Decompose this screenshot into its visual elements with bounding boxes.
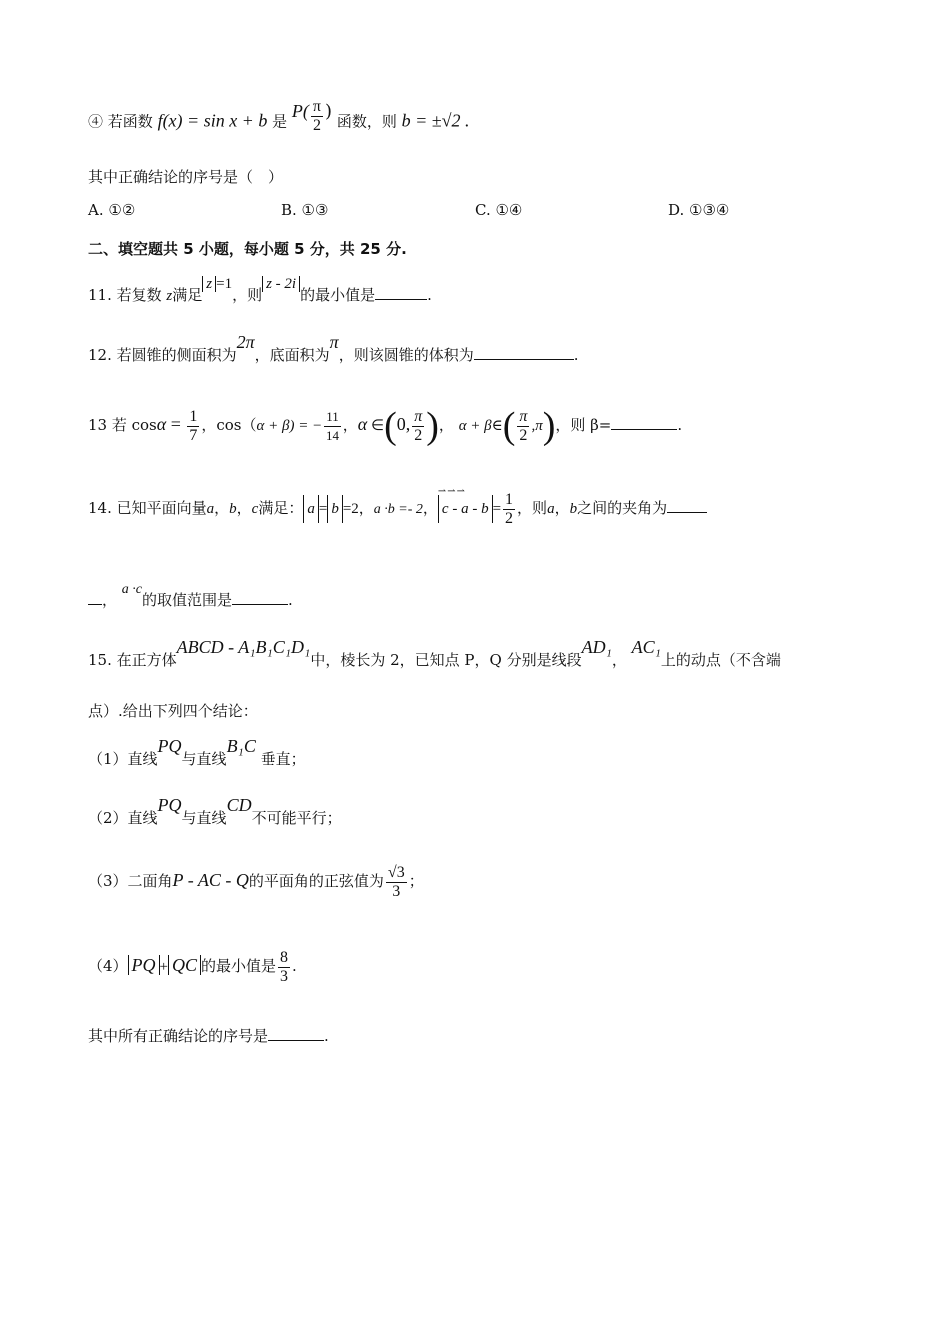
frac-den: 7 [189, 426, 198, 444]
q15-ad1: AD₁ [581, 637, 612, 657]
q13-paren-open2: ( [502, 405, 516, 447]
frac-den: 2 [519, 426, 528, 444]
q11-abs-expr: z - 2i [262, 276, 300, 292]
q11-satisfy: 满足 [172, 286, 203, 304]
q15-s4-abs-qc: QC [168, 955, 201, 975]
q15-prompt-text: 其中所有正确结论的序号是 [88, 1027, 269, 1045]
q13-pi-end: ,π [531, 418, 543, 434]
q11-tail: 的最小值是 [300, 286, 376, 304]
q14-satisfy: 满足： [258, 499, 304, 517]
frac-den: 14 [326, 427, 339, 443]
q13-alpha-beta: α + β) = − [256, 418, 323, 434]
q15-s3-frac [386, 864, 407, 901]
q15-s4-plus: + [159, 959, 169, 975]
q13-alpha2: α [357, 414, 368, 434]
q13-tail: ，则 β= [555, 416, 612, 434]
q10-option-a: A. ①② [88, 201, 136, 219]
q13-eq: = [166, 414, 186, 434]
q10-item4-close: ) [325, 100, 333, 122]
q11-prefix: 11. 若复数 [88, 286, 162, 304]
q15-prompt: 其中所有正确结论的序号是 . [88, 1027, 329, 1045]
q14-sep3: ， [358, 499, 374, 517]
q10-option-b: B. ①③ [281, 201, 329, 219]
q15-statement4 [88, 943, 297, 989]
q14-frac [503, 491, 515, 528]
q13-frac2 [324, 408, 341, 445]
frac-num: √3 [387, 863, 405, 881]
frac-num: 1 [189, 407, 198, 425]
q14-eq: = [492, 501, 502, 517]
q15-s1-prefix: （1）直线 [88, 750, 158, 768]
q13-comma2: ， [438, 416, 454, 434]
q15-s1-pq: PQ [157, 736, 182, 756]
q15-statement1 [88, 736, 306, 770]
q12-answer-blank[interactable] [474, 345, 574, 360]
q14-line2: ， a ·c的取值范围是 . [88, 589, 293, 613]
q12-tail: ，则该圆锥的体积为 [338, 346, 474, 364]
section2-title: 二、填空题共 5 小题，每小题 5 分，共 25 分. [88, 240, 407, 258]
q14-range: 的取值范围是 [142, 591, 233, 609]
q15-s3-tail: ； [408, 872, 424, 890]
q10-item4-prefix: ④ 若函数 [88, 112, 153, 131]
q15-ac1: AC₁ [631, 637, 661, 657]
q13-paren-close2: ) [542, 405, 556, 447]
q15-comma: ， [611, 651, 627, 669]
q10-item4-point: P( [291, 100, 309, 121]
q10-item4 [88, 98, 470, 141]
q15-s3-mid: 的平面角的正弦值为 [248, 872, 384, 890]
q13-paren-close: ) [426, 405, 439, 447]
frac-num: π [414, 407, 423, 425]
q14-sep: ， [214, 499, 230, 517]
q13-cos-sum: ，cos（ [201, 416, 257, 434]
q14-abs-b: b [327, 495, 343, 523]
q11: 11. 若复数 z满足z =1，则z - 2i的最小值是 . [88, 276, 432, 304]
q14-sep2: ， [236, 499, 252, 517]
frac-num: π [312, 98, 321, 115]
q14-a-dot-c: a ·c [121, 582, 143, 597]
q15-line2: 点）.给出下列四个结论： [88, 702, 258, 720]
q15-mid: 中，棱长为 2，已知点 P，Q 分别是线段 [310, 651, 582, 669]
q13-frac4 [517, 408, 529, 445]
q12-prefix: 12. 若圆锥的侧面积为 [88, 346, 237, 364]
q15-s2-with: 与直线 [181, 809, 227, 827]
q13-alpha: α [156, 414, 167, 434]
frac-den: 2 [505, 509, 514, 527]
q13-prefix: 13 若 cos [88, 416, 157, 434]
q10-item4-result: b = ±√2 . [401, 110, 470, 131]
q15-cube: ABCD - A₁B₁C₁D₁ [176, 637, 311, 657]
q15-statement2 [88, 795, 342, 829]
frac-den: 2 [414, 426, 423, 444]
q13-paren-open: ( [384, 405, 397, 447]
q13-sum-in: α + β∈ [458, 418, 503, 434]
frac-num: 8 [280, 948, 289, 966]
q14-eq-two: =2 [342, 501, 359, 517]
q15-prefix: 15. 在正方体 [88, 651, 177, 669]
q15-s4-tail: . [292, 957, 297, 975]
q12-base-area: π [329, 332, 339, 352]
q14-vec-a2: a [547, 501, 555, 517]
q15-s4-abs-pq: PQ [128, 955, 160, 975]
q14-sep5: ， [554, 499, 570, 517]
q15-s2-cd: CD [226, 795, 252, 815]
q11-answer-blank[interactable] [375, 285, 427, 300]
q14-vec-c: c [251, 501, 259, 517]
q10-item4-frac [311, 98, 323, 135]
frac-num: 11 [324, 408, 341, 427]
q14-answer-blank1-cont[interactable] [88, 590, 102, 605]
q14-vec-b: b [229, 501, 237, 517]
q11-then: ，则 [232, 286, 263, 304]
q14-answer-blank2[interactable] [232, 590, 288, 605]
q13: 13 若 cosα = $\frac{1}{7}$ ，cos（α + β) = − $\frac{11}{14}$ ，α ∈(0, $\frac{\pi}{2}$ )， α + β∈( $\frac{\pi}{2}$ ,π)，则 β= . [88, 405, 683, 447]
q15-s4-frac [278, 949, 290, 986]
q15-s1-with: 与直线 [181, 750, 227, 768]
q10-option-d: D. ①③④ [668, 201, 730, 219]
frac-num: π [519, 407, 528, 425]
q15-answer-blank[interactable] [268, 1026, 324, 1041]
q14-dot-product: a ·b =- 2 [373, 502, 423, 517]
frac-den: 3 [392, 882, 401, 900]
q15-s1-tail: 垂直； [260, 750, 306, 768]
q11-abs-z: z [202, 276, 216, 292]
q14-abs-a: a [303, 495, 319, 523]
q13-zero: 0, [396, 414, 411, 434]
q14-between: 之间的夹角为 [577, 499, 668, 517]
q14: 14. 已知平面向量a，b，c满足： a = b =2，a ·b =- 2， ⇀⇀⇀ c - a - b = $\frac{1}{2}$ ，则a，b之间的夹角为 [88, 486, 707, 532]
q12-lateral-area: 2π [236, 332, 255, 352]
q14-abs-expr: c - a - b [438, 495, 493, 523]
q14-vec-b2: b [569, 501, 578, 517]
q15-tail: 上的动点（不含端 [660, 651, 781, 669]
q13-frac1 [187, 408, 199, 445]
q15-s3-expr: P - AC - Q [172, 870, 249, 890]
q13-answer-blank[interactable] [611, 415, 677, 430]
q15-s2-prefix: （2）直线 [88, 809, 158, 827]
q14-prefix: 14. 已知平面向量 [88, 499, 207, 517]
q14-answer-blank1[interactable] [667, 498, 707, 513]
q14-vec-a: a [206, 501, 215, 517]
q10-option-c: C. ①④ [475, 201, 523, 219]
q14-sep4: ， [422, 499, 438, 517]
q10-prompt: 其中正确结论的序号是（ ） [88, 168, 284, 186]
q10-item4-function: f(x) = sin x + b [157, 110, 268, 131]
q13-in: ∈ [367, 418, 385, 434]
q13-frac3 [412, 408, 424, 445]
q15-s1-b1c: B₁C [226, 736, 256, 756]
q14-vector-arrows: ⇀⇀⇀ [437, 486, 467, 497]
q11-z: z [166, 288, 173, 304]
q15-s3-prefix: （3）二面角 [88, 872, 173, 890]
q12-mid: ，底面积为 [254, 346, 330, 364]
q15-statement3 [88, 858, 424, 903]
q15-s2-tail: 不可能平行； [251, 809, 342, 827]
q15-s4-prefix: （4） [88, 957, 128, 975]
q14-then: ，则 [517, 499, 548, 517]
q15 [88, 637, 781, 671]
q11-eq: =1 [216, 276, 233, 292]
q13-comma: ， [342, 416, 358, 434]
frac-den: 3 [280, 967, 289, 985]
q10-item4-middle: 函数，则 [336, 112, 397, 131]
q15-s4-mid: 的最小值是 [201, 957, 277, 975]
q15-s2-pq: PQ [157, 795, 182, 815]
frac-den: 2 [312, 117, 321, 134]
q14-sep6: ， [102, 591, 118, 609]
q12: 12. 若圆锥的侧面积为2π，底面积为π，则该圆锥的体积为 . [88, 332, 579, 364]
frac-num: 1 [505, 490, 514, 508]
q10-item4-is: 是 [272, 112, 288, 131]
